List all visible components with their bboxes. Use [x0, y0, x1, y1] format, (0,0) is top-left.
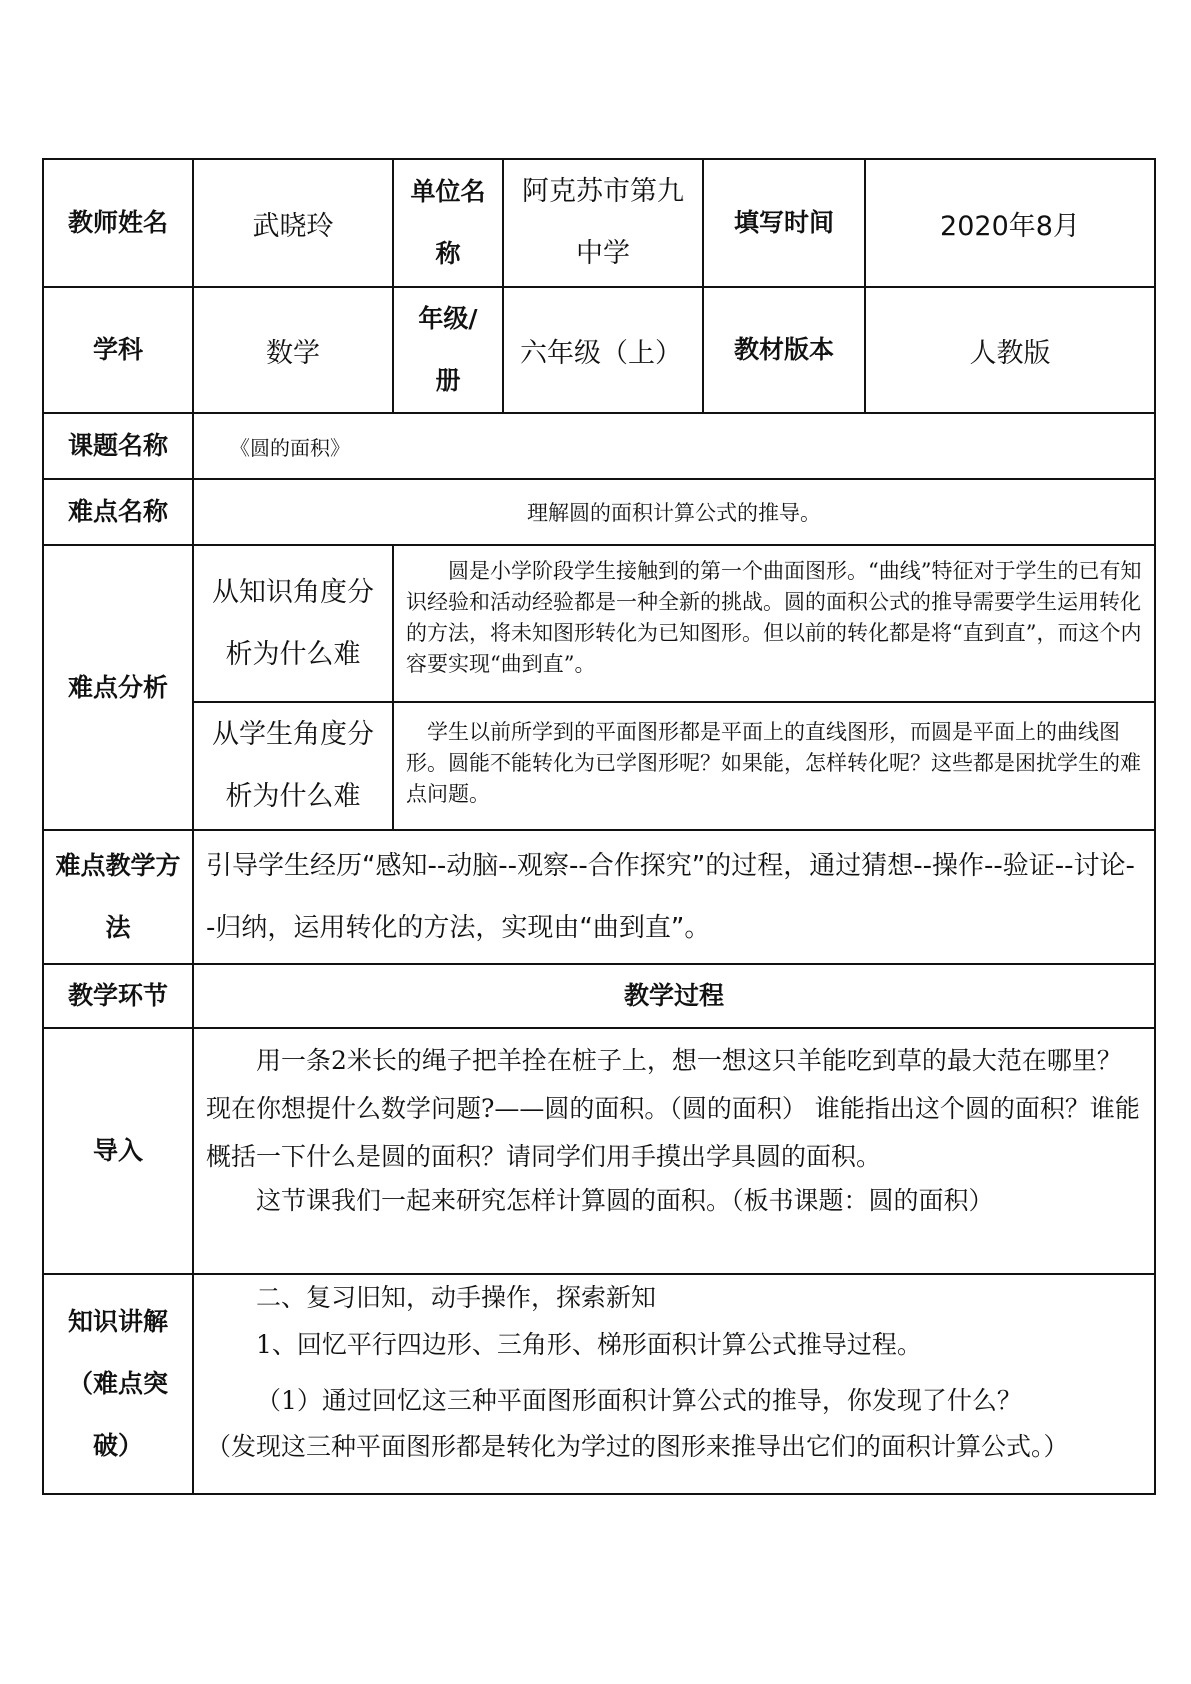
knowledge-paragraph-3: （1）通过回忆这三种平面图形面积计算公式的推导，你发现了什么？ [256, 1386, 1022, 1415]
method-label: 难点教学方法 [43, 830, 193, 964]
fill-time-value: 2020年8月 [865, 159, 1155, 287]
knowledge-paragraph-2: 1、回忆平行四边形、三角形、梯形面积计算公式推导过程。 [256, 1330, 922, 1359]
intro-row [43, 1028, 1155, 1274]
knowledge-angle-text: 圆是小学阶段学生接触到的第一个曲面图形。“曲线”特征对于学生的已有知识经验和活动经验都是一种全新的挑战。圆的面积公式的推导需要学生运用转化的方法，将未知图形转化为已知图形。但以前的转化都是将“直到直”，而这个内容要实现“曲到直”。 [393, 545, 1155, 702]
info-row-1 [43, 159, 1155, 287]
method-row [43, 830, 1155, 964]
student-angle-text: 学生以前所学到的平面图形都是平面上的直线图形，而圆是平面上的曲线图形。圆能不能转化为已学图形呢？如果能，怎样转化呢？这些都是困扰学生的难点问题。 [393, 702, 1155, 830]
topic-row [43, 413, 1155, 479]
grade-value: 六年级（上） [503, 287, 703, 413]
lesson-plan-table [42, 158, 1156, 1495]
teacher-name-value: 武晓玲 [193, 159, 393, 287]
fill-time-label: 填写时间 [703, 159, 865, 287]
edition-value: 人教版 [865, 287, 1155, 413]
unit-name-value: 阿克苏市第九中学 [503, 159, 703, 287]
process-header-row [43, 964, 1155, 1028]
intro-content [193, 1028, 1155, 1274]
unit-name-label: 单位名称 [393, 159, 503, 287]
analysis-row-knowledge [43, 545, 1155, 702]
difficulty-value: 理解圆的面积计算公式的推导。 [193, 479, 1155, 545]
topic-label: 课题名称 [43, 413, 193, 479]
info-row-2 [43, 287, 1155, 413]
intro-paragraph-1: 用一条2米长的绳子把羊拴在桩子上，想一想这只羊能吃到草的最大范在哪里？现在你想提什么数学问题?——圆的面积。（圆的面积） 谁能指出这个圆的面积？谁能概括一下什么是圆的面积？请同学们用手摸出学具圆的面积。 [206, 1046, 1140, 1171]
knowledge-content [193, 1274, 1155, 1494]
student-angle-label: 从学生角度分析为什么难 [193, 702, 393, 830]
subject-value: 数学 [193, 287, 393, 413]
difficulty-label: 难点名称 [43, 479, 193, 545]
topic-value: 《圆的面积》 [193, 413, 1155, 479]
knowledge-paragraph-4: （发现这三种平面图形都是转化为学过的图形来推导出它们的面积计算公式。） [206, 1432, 1069, 1461]
teacher-name-label: 教师姓名 [43, 159, 193, 287]
knowledge-paragraph-1: 二、复习旧知，动手操作，探索新知 [256, 1283, 657, 1312]
intro-label: 导入 [43, 1028, 193, 1274]
analysis-label: 难点分析 [43, 545, 193, 830]
subject-label: 学科 [43, 287, 193, 413]
knowledge-row [43, 1274, 1155, 1494]
knowledge-label: 知识讲解（难点突破） [43, 1274, 193, 1494]
process-value: 教学过程 [193, 964, 1155, 1028]
knowledge-angle-label: 从知识角度分析为什么难 [193, 545, 393, 702]
edition-label: 教材版本 [703, 287, 865, 413]
process-label: 教学环节 [43, 964, 193, 1028]
grade-label: 年级/册 [393, 287, 503, 413]
intro-paragraph-2: 这节课我们一起来研究怎样计算圆的面积。（板书课题：圆的面积） [256, 1186, 994, 1215]
difficulty-row [43, 479, 1155, 545]
method-text: 引导学生经历“感知--动脑--观察--合作探究”的过程，通过猜想--操作--验证--讨论--归纳，运用转化的方法，实现由“曲到直”。 [193, 830, 1155, 964]
analysis-row-student [43, 702, 1155, 830]
